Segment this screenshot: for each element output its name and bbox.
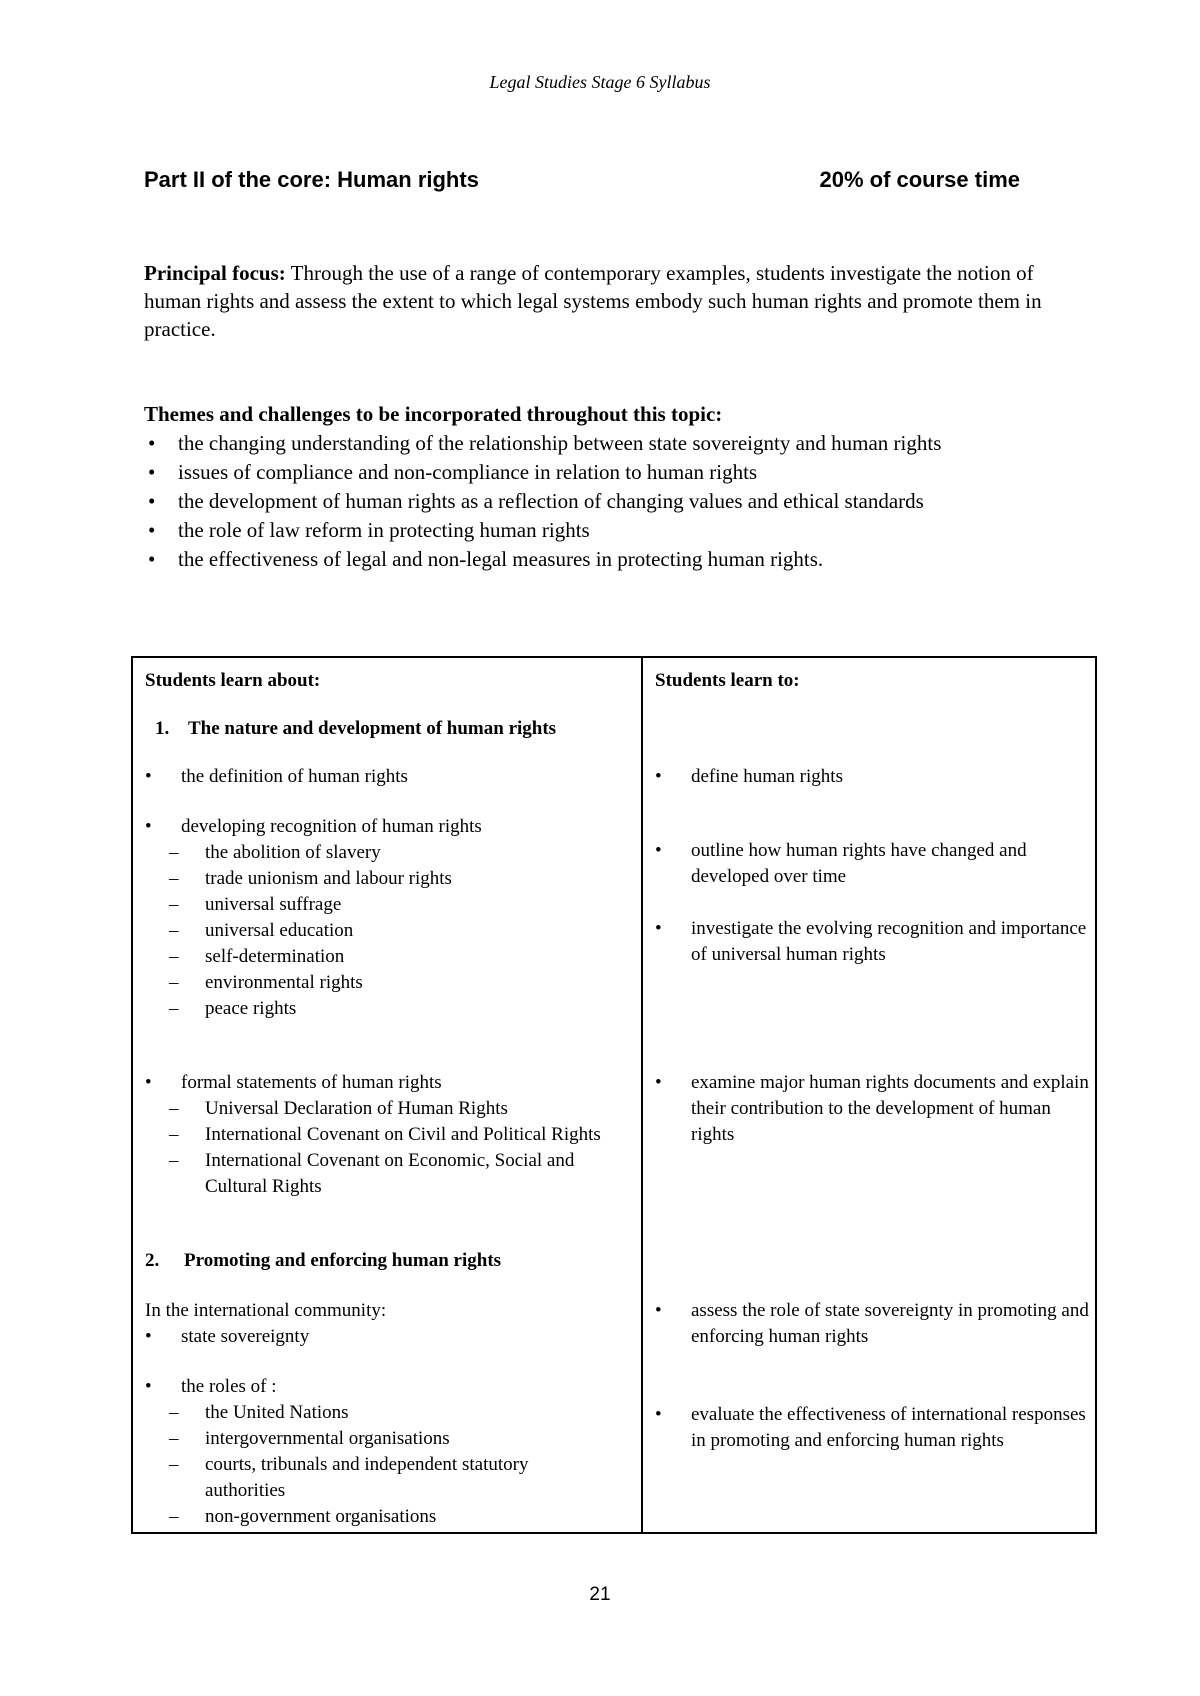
sub-list-item: – intergovernmental organisations [133, 1426, 603, 1452]
list-item: • the changing understanding of the relationship between state sovereignty and human rights [144, 429, 1044, 458]
bullet-icon: • [145, 766, 152, 787]
bullet-icon: • [148, 431, 156, 455]
intl-community-label: In the international community: [145, 1300, 387, 1321]
dash-icon: – [169, 998, 179, 1019]
section-number: 2. [145, 1250, 160, 1271]
section-2-heading [145, 1248, 501, 1274]
list-item: • outline how human rights have changed and developed over time [655, 840, 1027, 887]
section-title: Promoting and enforcing human rights [184, 1250, 502, 1271]
section-number: 1. [155, 718, 170, 739]
themes-section [144, 400, 1044, 574]
list-item: • the roles of : – the United Nations – intergovernmental organisations – courts, tribunals and independent statutory authorities – non-government organisations [145, 1374, 635, 1530]
list-item: • the development of human rights as a reflection of changing values and ethical standards [144, 487, 1044, 516]
sub-list-item: – self-determination [133, 944, 623, 970]
bullet-icon: • [148, 547, 156, 571]
dash-icon: – [169, 1124, 179, 1145]
list-item: • state sovereignty [145, 1324, 635, 1350]
sub-list-item: – non-government organisations [133, 1504, 603, 1530]
page-number: 21 [589, 1584, 611, 1605]
sub-list-item: – Universal Declaration of Human Rights [133, 1096, 623, 1122]
dash-icon: – [169, 868, 179, 889]
sub-list [133, 840, 623, 1022]
learn-to-column [643, 658, 1095, 1532]
bullet-icon: • [148, 460, 156, 484]
dash-icon: – [169, 1402, 179, 1423]
list-item: • developing recognition of human rights – the abolition of slavery – trade unionism and labour rights – universal suffrage – universal education – self-determination – environmental rights – peace rights [145, 814, 635, 1022]
dash-icon: – [169, 972, 179, 993]
dash-icon: – [169, 946, 179, 967]
list-item: • define human rights [655, 764, 1095, 790]
bullet-icon: • [145, 1326, 152, 1347]
sub-list-item: – trade unionism and labour rights [133, 866, 623, 892]
bullet-icon: • [655, 918, 662, 939]
list-item: • the role of law reform in protecting human rights [144, 516, 1044, 545]
themes-heading: Themes and challenges to be incorporated throughout this topic: [144, 402, 723, 426]
list-item: • the definition of human rights [145, 764, 635, 790]
sub-list-item: – the abolition of slavery [133, 840, 623, 866]
learn-about-header: Students learn about: [145, 670, 321, 691]
dash-icon: – [169, 1150, 179, 1171]
principal-focus-text: Through the use of a range of contemporary examples, students investigate the notion of human rights and assess the extent to which legal systems embody such human rights and promote them in practice. [144, 261, 1042, 341]
bullet-icon: • [145, 1072, 152, 1093]
dash-icon: – [169, 1506, 179, 1527]
bullet-icon: • [148, 518, 156, 542]
sub-list-item: – courts, tribunals and independent statutory authorities [169, 1454, 529, 1501]
bullet-icon: • [655, 766, 662, 787]
bullet-icon: • [655, 1300, 662, 1321]
dash-icon: – [169, 1428, 179, 1449]
principal-focus-label: Principal focus: [144, 261, 286, 285]
bullet-icon: • [148, 489, 156, 513]
sub-list-item: – International Covenant on Civil and Political Rights [133, 1122, 623, 1148]
list-item: • evaluate the effectiveness of international responses in promoting and enforcing human rights [655, 1404, 1086, 1451]
syllabus-table [131, 656, 1097, 1534]
bullet-icon: • [655, 1404, 662, 1425]
list-item: • investigate the evolving recognition and importance of universal human rights [655, 918, 1087, 965]
learn-to-header: Students learn to: [655, 670, 800, 691]
principal-focus [144, 259, 1044, 343]
list-item: • the effectiveness of legal and non-legal measures in protecting human rights. [144, 545, 1044, 574]
sub-list-item: – environmental rights [133, 970, 623, 996]
dash-icon: – [169, 894, 179, 915]
bullet-icon: • [145, 816, 152, 837]
sub-list-item: – universal education [133, 918, 623, 944]
bullet-icon: • [655, 840, 662, 861]
dash-icon: – [169, 1098, 179, 1119]
list-item: • examine major human rights documents and explain their contribution to the development of human rights [655, 1072, 1089, 1145]
part-title: Part II of the core: Human rights [144, 167, 479, 192]
course-time: 20% of course time [819, 167, 1020, 192]
sub-list [133, 1400, 603, 1530]
sub-list-item: – universal suffrage [133, 892, 623, 918]
sub-list-item: – the United Nations [133, 1400, 603, 1426]
dash-icon: – [169, 920, 179, 941]
sub-list-item: – International Covenant on Economic, Social and Cultural Rights [169, 1150, 575, 1197]
sub-list [133, 1096, 623, 1200]
bullet-icon: • [145, 1376, 152, 1397]
section-title: The nature and development of human rights [188, 718, 557, 739]
learn-about-column [133, 658, 643, 1532]
running-header: Legal Studies Stage 6 Syllabus [489, 72, 711, 92]
bullet-icon: • [655, 1072, 662, 1093]
dash-icon: – [169, 842, 179, 863]
part-heading-row [144, 167, 1020, 193]
themes-list [144, 429, 1044, 574]
list-item: • formal statements of human rights – Universal Declaration of Human Rights – International Covenant on Civil and Political Rights – International Covenant on Economic, Social and Cultural Rights [145, 1070, 635, 1200]
dash-icon: – [169, 1454, 179, 1475]
list-item: • assess the role of state sovereignty in promoting and enforcing human rights [655, 1300, 1089, 1347]
list-item: • issues of compliance and non-compliance in relation to human rights [144, 458, 1044, 487]
sub-list-item: – peace rights [133, 996, 623, 1022]
section-1-heading [155, 716, 556, 742]
